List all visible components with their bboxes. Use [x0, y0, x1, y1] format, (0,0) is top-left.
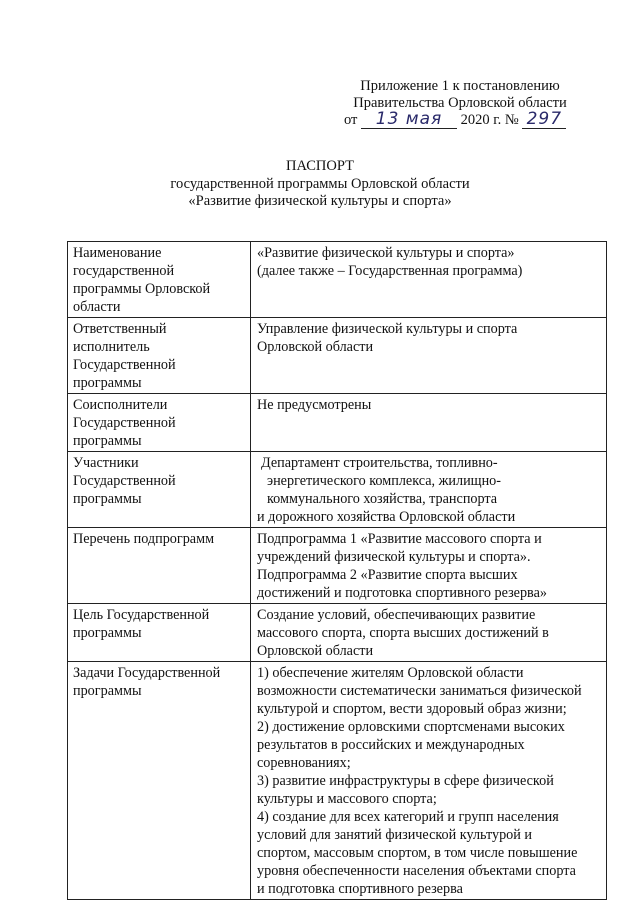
row-value: Управление физической культуры и спорта Орловской области [251, 318, 607, 394]
title-heading: ПАСПОРТ [286, 158, 354, 174]
document-title [60, 158, 580, 211]
row-key: Наименование государственной программы Орловской области [68, 242, 251, 318]
year-number-label: 2020 г. № [460, 112, 519, 128]
row-key: Ответственный исполнитель Государственной программы [68, 318, 251, 394]
row-key: Цель Государственной программы [68, 604, 251, 662]
table-row [68, 318, 607, 394]
row-value: Департамент строительства, топливно- энергетического комплекса, жилищно- коммунального хозяйства, транспорта и дорожного хозяйства Орловской области [251, 452, 607, 528]
row-key: Участники Государственной программы [68, 452, 251, 528]
table-row [68, 662, 607, 900]
passport-table [67, 241, 607, 900]
row-value: 1) обеспечение жителям Орловской области возможности систематически заниматься физической культурой и спортом, вести здоровый образ жизни; 2) достижение орловскими спортсменами высоких результатов в российских и международных соревнованиях; 3) развитие инфраструктуры в сфере физической культуры и массового спорта; 4) создание для всех категорий и групп населения условий для занятий физической культурой и спортом, массовым спортом, в том числе повышение уровня обеспеченности населения объектами спорта и подготовка спортивного резерва [251, 662, 607, 900]
annex-date-line [330, 109, 590, 129]
row-value: Подпрограмма 1 «Развитие массового спорта и учреждений физической культуры и спорта». Подпрограмма 2 «Развитие спорта высших достижений и подготовка спортивного резерва» [251, 528, 607, 604]
annex-block [330, 78, 590, 129]
handwritten-date-field [361, 109, 457, 129]
row-value: Не предусмотрены [251, 394, 607, 452]
table-row [68, 604, 607, 662]
row-value: Создание условий, обеспечивающих развитие массового спорта, спорта высших достижений в Орловской области [251, 604, 607, 662]
table-row [68, 242, 607, 318]
annex-line-2: Правительства Орловской области [353, 95, 567, 111]
table-row [68, 394, 607, 452]
table-row [68, 528, 607, 604]
handwritten-date: 13 мая [375, 109, 443, 129]
handwritten-number: 297 [526, 109, 563, 129]
row-key: Задачи Государственной программы [68, 662, 251, 900]
title-line-3: «Развитие физической культуры и спорта» [188, 193, 452, 209]
title-line-2: государственной программы Орловской области [170, 175, 470, 192]
handwritten-number-field [522, 109, 566, 129]
annex-line-1: Приложение 1 к постановлению [360, 78, 560, 94]
row-key: Перечень подпрограмм [68, 528, 251, 604]
row-value: «Развитие физической культуры и спорта» (далее также – Государственная программа) [251, 242, 607, 318]
table-row [68, 452, 607, 528]
date-prefix: от [344, 112, 358, 128]
row-key: Соисполнители Государственной программы [68, 394, 251, 452]
